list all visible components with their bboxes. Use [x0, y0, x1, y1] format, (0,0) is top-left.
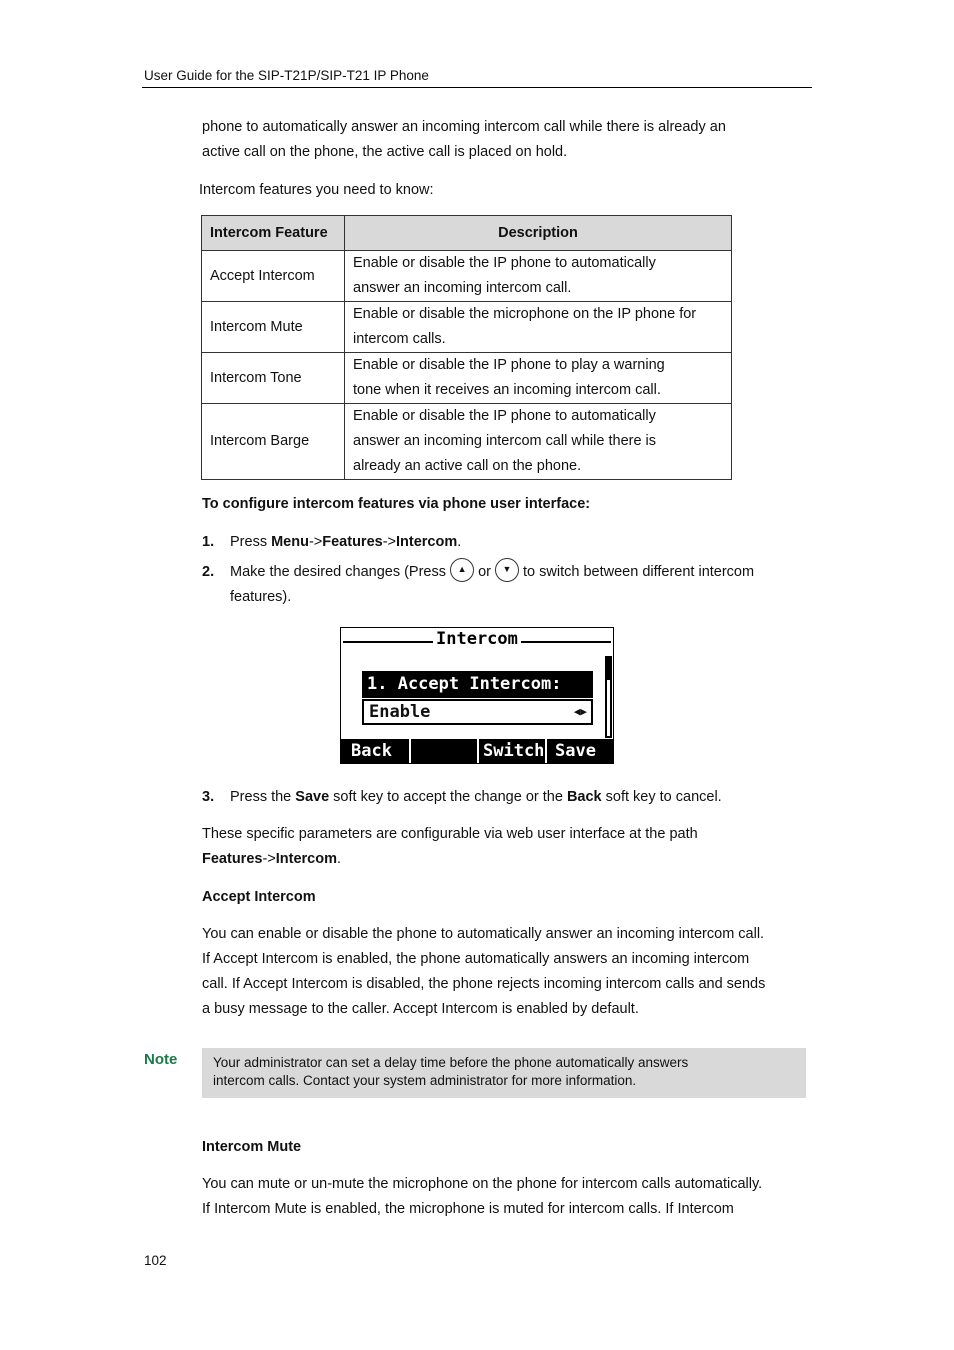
intercom-features-table: [201, 215, 732, 480]
intro-line-1: phone to automatically answer an incoming intercom call while there is already an: [202, 119, 726, 135]
paragraph-line: a busy message to the caller. Accept Intercom is enabled by default.: [202, 1001, 639, 1017]
step-text-continued: features).: [230, 589, 292, 605]
description-cell: [345, 302, 732, 353]
intercom-term: Intercom: [396, 534, 458, 550]
description-line: tone when it receives an incoming intercom call.: [353, 382, 661, 398]
up-arrow-key-icon: ▲: [450, 558, 474, 582]
step-3: [202, 785, 722, 810]
phone-lcd-screenshot: [340, 627, 614, 764]
step-text-part: to switch between different intercom: [523, 564, 755, 580]
procedure-heading: To configure intercom features via phone user interface:: [202, 496, 591, 512]
down-arrow-key-icon: ▼: [495, 558, 519, 582]
separator: ->: [262, 851, 276, 867]
lcd-softkey-bar: [341, 739, 613, 763]
step-number: 2.: [202, 564, 215, 580]
note-label: Note: [144, 1051, 178, 1068]
table-row: [202, 353, 732, 404]
save-term: Save: [295, 789, 330, 805]
web-path-paragraph: [202, 822, 698, 872]
features-term: Features: [322, 534, 383, 550]
col-header-feature: Intercom Feature: [202, 216, 345, 251]
description-cell: [345, 404, 732, 480]
description-line: answer an incoming intercom call.: [353, 280, 572, 296]
period: .: [457, 534, 462, 550]
menu-term: Menu: [271, 534, 309, 550]
web-path-line-2: [202, 847, 698, 872]
paragraph-line: call. If Accept Intercom is disabled, the phone rejects incoming intercom calls and sends: [202, 976, 766, 992]
description-line: Enable or disable the IP phone to automatically: [353, 255, 656, 271]
header-rule: [142, 87, 812, 88]
step-2: [202, 560, 812, 605]
table-row: [202, 302, 732, 353]
step-text-part: soft key to cancel.: [601, 789, 722, 805]
table-row: [202, 251, 732, 302]
lcd-scroll-thumb: [607, 658, 610, 680]
softkey-save: Save: [555, 741, 596, 761]
col-header-description: Description: [345, 216, 732, 251]
description-line: Enable or disable the IP phone to play a warning: [353, 357, 665, 373]
lcd-value: Enable: [369, 702, 431, 722]
separator: ->: [382, 534, 396, 550]
step-text: [230, 530, 461, 555]
step-text-part: Make the desired changes (Press: [230, 564, 446, 580]
softkey-switch: Switch: [479, 739, 547, 763]
paragraph-line: If Intercom Mute is enabled, the microphone is muted for intercom calls. If Intercom: [202, 1201, 734, 1217]
note-line: intercom calls. Contact your system administrator for more information.: [213, 1073, 637, 1088]
web-path-line-1: These specific parameters are configurable via web user interface at the path: [202, 826, 698, 842]
lcd-value-field: [362, 699, 593, 725]
paragraph-line: If Accept Intercom is enabled, the phone automatically answers an incoming intercom: [202, 951, 750, 967]
description-line: Enable or disable the microphone on the IP phone for: [353, 306, 697, 322]
lcd-title: Intercom: [433, 629, 521, 649]
table-lead: Intercom features you need to know:: [199, 182, 434, 198]
step-text: [230, 560, 754, 585]
period: .: [337, 851, 342, 867]
intercom-term: Intercom: [275, 851, 337, 867]
step-text: [230, 785, 722, 810]
accept-intercom-heading: Accept Intercom: [202, 889, 316, 905]
step-text-part: or: [478, 564, 491, 580]
softkey-empty: [411, 739, 479, 763]
table-row: [202, 404, 732, 480]
feature-cell: Intercom Barge: [202, 404, 345, 480]
page-number: 102: [144, 1253, 167, 1268]
intercom-mute-paragraph: [202, 1172, 762, 1222]
left-right-arrows-icon: ◀▶: [573, 705, 587, 718]
description-line: answer an incoming intercom call while there is: [353, 433, 657, 449]
lcd-scrollbar: [605, 656, 612, 738]
description-line: intercom calls.: [353, 331, 446, 347]
softkey-back: Back: [341, 739, 411, 763]
step-text-part: Press the: [230, 789, 296, 805]
step-1: [202, 530, 462, 555]
description-cell: [345, 251, 732, 302]
table-header-row: [202, 216, 732, 251]
paragraph-line: You can enable or disable the phone to automatically answer an incoming intercom call.: [202, 926, 765, 942]
feature-cell: Intercom Mute: [202, 302, 345, 353]
step-number: 1.: [202, 534, 215, 550]
lcd-selected-item: 1. Accept Intercom:: [362, 671, 593, 698]
feature-cell: Accept Intercom: [202, 251, 345, 302]
feature-cell: Intercom Tone: [202, 353, 345, 404]
note-line: Your administrator can set a delay time before the phone automatically answers: [213, 1055, 689, 1070]
step-text-part: Press: [230, 534, 272, 550]
back-term: Back: [566, 789, 602, 805]
intro-paragraph: [202, 115, 726, 165]
running-header: User Guide for the SIP-T21P/SIP-T21 IP Phone: [144, 68, 429, 83]
description-cell: [345, 353, 732, 404]
note-box: [202, 1048, 806, 1098]
intro-line-2: active call on the phone, the active call is placed on hold.: [202, 144, 568, 160]
paragraph-line: You can mute or un-mute the microphone on the phone for intercom calls automatically.: [202, 1176, 763, 1192]
intercom-mute-heading: Intercom Mute: [202, 1139, 302, 1155]
step-text-part: soft key to accept the change or the: [329, 789, 567, 805]
separator: ->: [308, 534, 323, 550]
description-line: Enable or disable the IP phone to automatically: [353, 408, 656, 424]
description-line: already an active call on the phone.: [353, 458, 582, 474]
features-term: Features: [202, 851, 263, 867]
accept-intercom-paragraph: [202, 922, 765, 1022]
step-number: 3.: [202, 789, 215, 805]
